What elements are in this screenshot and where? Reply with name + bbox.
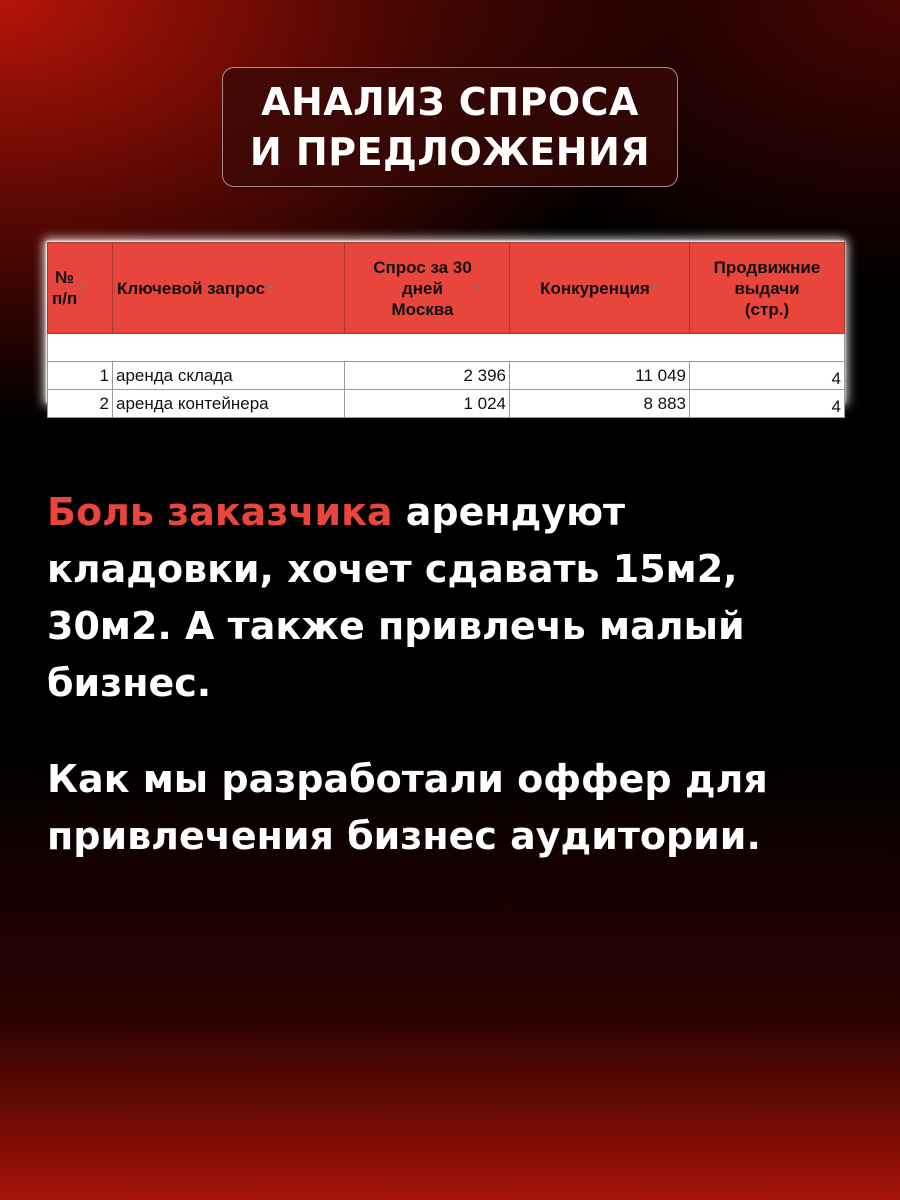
cell-keyword[interactable]: аренда контейнера [113,390,345,418]
cell-demand[interactable]: 2 396 [345,362,510,390]
title-line-1: АНАЛИЗ СПРОСА [261,80,639,124]
cell-promotion[interactable]: 4 [690,390,845,418]
header-promotion[interactable] [690,243,845,334]
header-demand-line3: Москва [391,299,454,319]
header-num[interactable] [48,243,113,334]
filter-dropdown-icon[interactable]: ▿ [652,280,659,295]
header-competition-label: Конкуренция [540,278,650,298]
filter-dropdown-icon[interactable]: ▿ [474,280,481,295]
cell-num[interactable]: 1 [48,362,113,390]
header-promotion-line2: выдачи [734,278,800,298]
header-demand-line2: дней [402,278,443,298]
demand-table [47,242,845,418]
header-promotion-line1: Продвижние [713,257,821,277]
table-row [48,390,845,418]
header-competition[interactable] [510,243,690,334]
cell-num[interactable]: 2 [48,390,113,418]
header-num-line1: № [55,268,75,287]
header-demand-line1: Спрос за 30 [373,257,472,277]
demand-table-screenshot [47,242,844,416]
header-keyword-label: Ключевой запрос [117,278,266,298]
cell-competition[interactable]: 11 049 [510,362,690,390]
filter-dropdown-icon[interactable]: ▿ [268,280,275,295]
pain-text: арендуют кладовки, хочет сдавать 15м2, 30м2. А также привлечь малый бизнес. [47,490,745,705]
cell-promotion[interactable]: 4 [690,362,845,390]
filter-dropdown-icon[interactable]: ▿ [80,280,87,295]
cell-keyword[interactable]: аренда склада [113,362,345,390]
header-demand[interactable] [345,243,510,334]
pain-paragraph [47,484,857,712]
table-header-row [48,243,845,334]
cell-competition[interactable]: 8 883 [510,390,690,418]
table-row [48,362,845,390]
offer-paragraph: Как мы разработали оффер для привлечения бизнес аудитории. [47,757,768,858]
header-promotion-line3: (стр.) [744,299,790,319]
cell-demand[interactable]: 1 024 [345,390,510,418]
spacer-row [48,334,845,362]
header-num-line2: п/п [52,289,78,308]
pain-highlight: Боль заказчика [47,490,393,534]
header-keyword[interactable] [113,243,345,334]
title-line-2: И ПРЕДЛОЖЕНИЯ [249,130,651,174]
title-box [222,67,678,187]
